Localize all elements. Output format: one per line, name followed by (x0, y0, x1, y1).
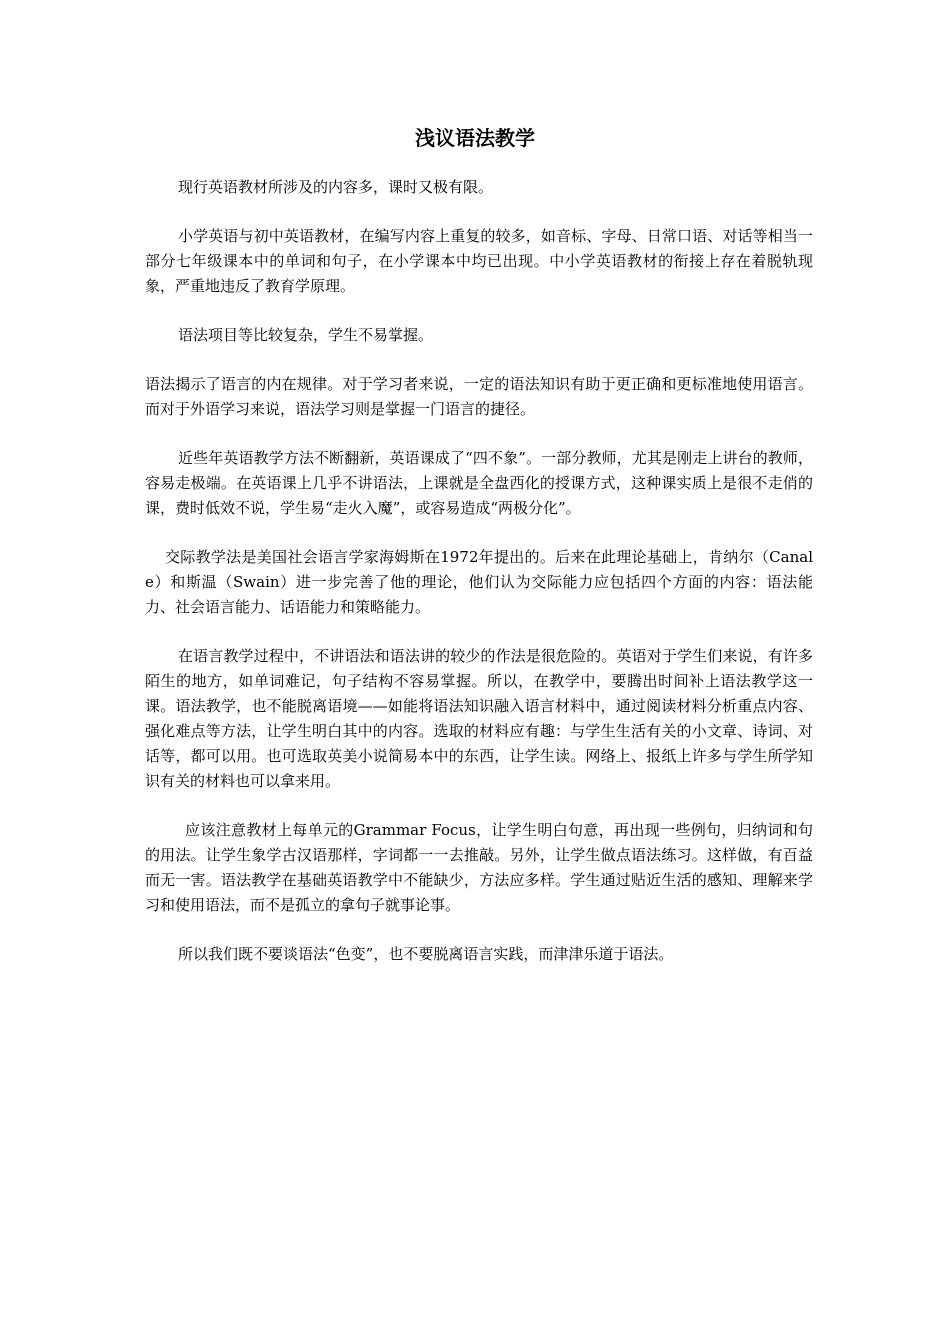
document-body (145, 175, 813, 991)
paragraph: 近些年英语教学方法不断翻新，英语课成了“四不象”。一部分教师，尤其是刚走上讲台的教师，容易走极端。在英语课上几乎不讲语法，上课就是全盘西化的授课方式，这种课实质上是很不走俏的课，费时低效不说，学生易“走火入魔”，或容易造成“两极分化”。 (145, 449, 813, 517)
paragraph: 应该注意教材上每单元的Grammar Focus，让学生明白句意，再出现一些例句，归纳词和句的用法。让学生象学古汉语那样，字词都一一去推敲。另外，让学生做点语法练习。这样做，有百益而无一害。语法教学在基础英语教学中不能缺少，方法应多样。学生通过贴近生活的感知、理解来学习和使用语法，而不是孤立的拿句子就事论事。 (145, 821, 813, 914)
paragraph: 语法揭示了语言的内在规律。对于学习者来说，一定的语法知识有助于更正确和更标准地使用语言。而对于外语学习来说，语法学习则是掌握一门语言的捷径。 (145, 375, 813, 418)
paragraph: 在语言教学过程中，不讲语法和语法讲的较少的作法是很危险的。英语对于学生们来说，有许多陌生的地方，如单词难记，句子结构不容易掌握。所以，在教学中，要腾出时间补上语法教学这一课。语法教学，也不能脱离语境——如能将语法知识融入语言材料中，通过阅读材料分析重点内容、强化难点等方法，让学生明白其中的内容。选取的材料应有趣：与学生生活有关的小文章、诗词、对话等，都可以用。也可选取英美小说简易本中的东西，让学生读。网络上、报纸上许多与学生所学知识有关的材料也可以拿来用。 (145, 647, 813, 790)
paragraph: 交际教学法是美国社会语言学家海姆斯在1972年提出的。后来在此理论基础上，肯纳尔（Canale）和斯温（Swain）进一步完善了他的理论，他们认为交际能力应包括四个方面的内容：语法能力、社会语言能力、话语能力和策略能力。 (145, 548, 813, 616)
paragraph: 小学英语与初中英语教材，在编写内容上重复的较多，如音标、字母、日常口语、对话等相当一部分七年级课本中的单词和句子，在小学课本中均已出现。中小学英语教材的衔接上存在着脱轨现象，严重地违反了教育学原理。 (145, 227, 813, 295)
paragraph: 现行英语教材所涉及的内容多，课时又极有限。 (178, 178, 494, 196)
paragraph: 所以我们既不要谈语法“色变”，也不要脱离语言实践，而津津乐道于语法。 (178, 945, 674, 963)
paragraph: 语法项目等比较复杂，学生不易掌握。 (178, 326, 434, 344)
document-title: 浅议语法教学 (415, 126, 535, 150)
